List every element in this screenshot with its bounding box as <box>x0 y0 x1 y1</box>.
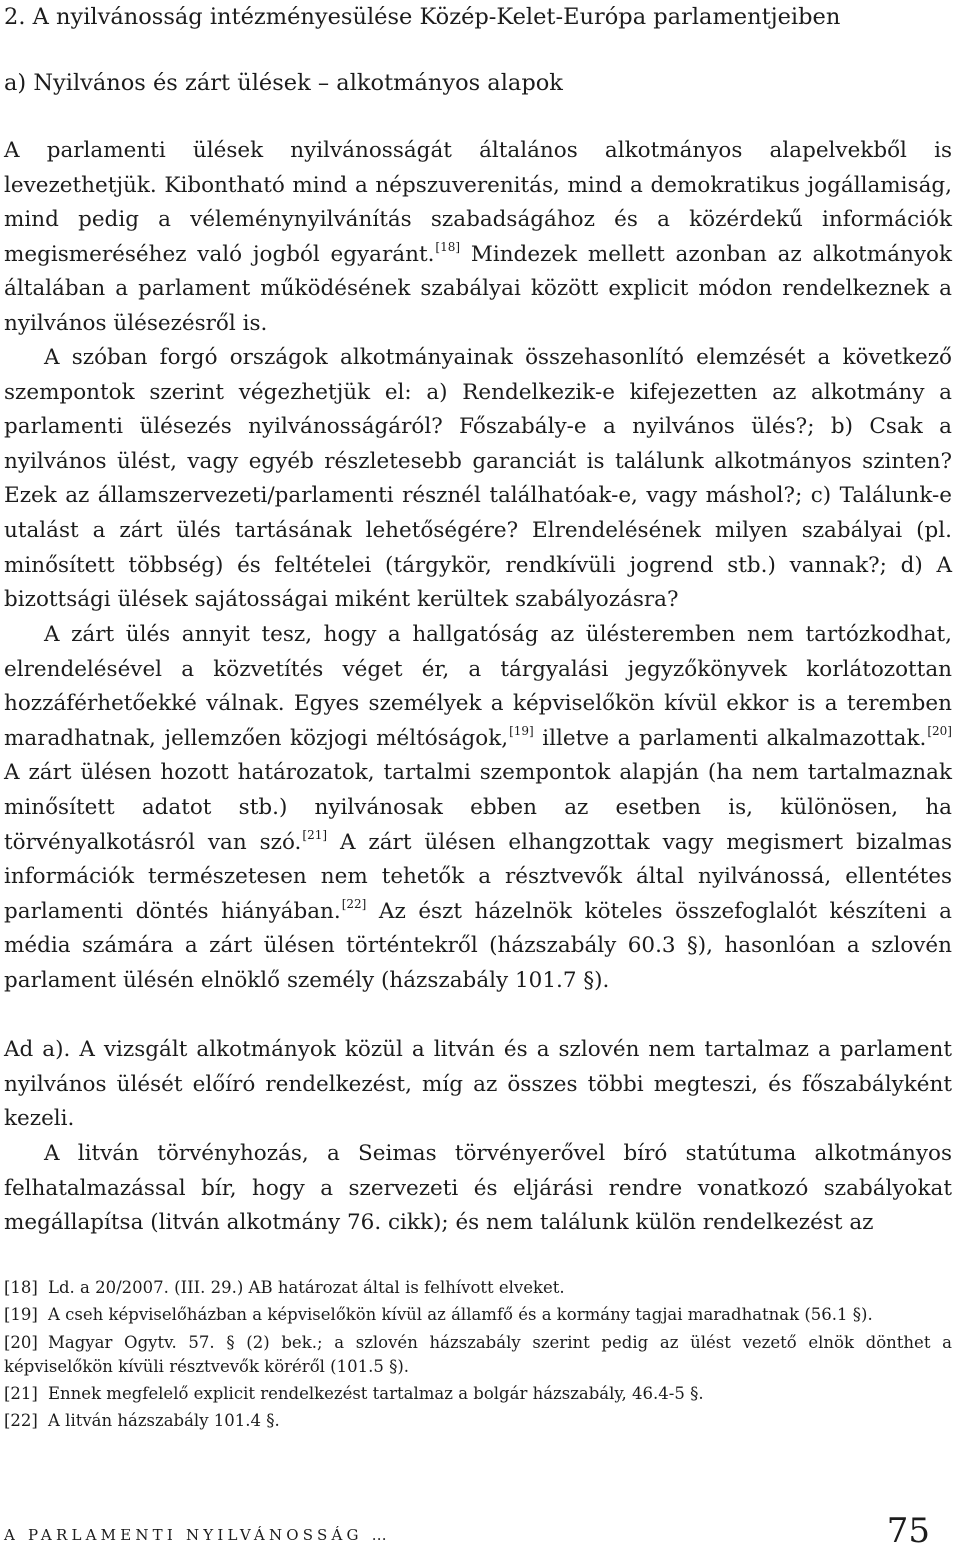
paragraph-1 <box>4 134 952 342</box>
footnote-18 <box>4 1276 952 1300</box>
footnote-ref-18[interactable]: [18] <box>435 239 461 254</box>
footnote-22 <box>4 1409 952 1433</box>
footnote-19 <box>4 1303 952 1327</box>
footnote-ref-22[interactable]: [22] <box>341 896 367 911</box>
running-head: A PARLAMENTI NYILVÁNOSSÁG … <box>4 1526 391 1544</box>
footnote-18-text: Ld. a 20/2007. (III. 29.) AB határozat által is felhívott elveket. <box>48 1278 565 1297</box>
page-number: 75 <box>886 1511 930 1551</box>
footnote-22-ref: [22] <box>4 1411 38 1431</box>
footnote-19-text: A cseh képviselőházban a képviselőkön kívül az államfő és a kormány tagjai maradhatnak (56.1 §). <box>48 1305 873 1325</box>
footnote-20-text: Magyar Ogytv. 57. § (2) bek.; a szlovén házszabály szerint pedig az ülést vezető elnök dönthet a képviselőkön kívüli résztvevők köréről (101.5 §). <box>4 1332 952 1376</box>
footnote-ref-21[interactable]: [21] <box>302 827 328 842</box>
paragraph-1-text-b: Mindezek mellett azonban az alkotmányok általában a parlament működésének szabályai között explicit módon rendelkeznek a nyilvános ülésezésről is. <box>4 241 952 336</box>
footnote-ref-19[interactable]: [19] <box>509 723 534 738</box>
section-heading: 2. A nyilvánosság intézményesülése Közép-Kelet-Európa parlamentjeiben <box>4 4 841 30</box>
footnotes <box>4 1276 952 1437</box>
paragraph-3-text-e: Az észt házelnök köteles összefoglalót készíteni a média számára a zárt ülésen történtekről (házszabály 60.3 §), hasonlóan a szlovén parlament ülésén elnöklő személy (házszabály 101.7 §). <box>4 898 953 993</box>
footnote-20 <box>4 1331 952 1380</box>
footnote-19-ref: [19] <box>4 1305 38 1325</box>
paragraph-1-text-a: A parlamenti ülések nyilvánosságát általános alkotmányos alapelvekből is levezethetjük. Kibontható mind a népszuverenitás, mind a demokratikus jogállamiság, mind pedig a véleménynyilvánítás szabadságához és a közérdekű információk megismeréséhez való jogból egyaránt. <box>4 138 952 267</box>
paragraph-3 <box>4 618 952 999</box>
paragraph-3-text-c: A zárt ülésen hozott határozatok, tartalmi szempontok alapján (ha nem tartalmaznak minősített adatot stb.) nyilvánosak ebben az esetben is, különösen, ha törvényalkotásról van szó. <box>4 760 952 855</box>
footnote-ref-20[interactable]: [20] <box>927 723 952 738</box>
paragraph-3-text-d: A zárt ülésen elhangzottak vagy megismert bizalmas információk természetesen nem tehetők a résztvevők által nyilvánossá, ellentétes parlamenti döntés hiányában. <box>4 829 952 924</box>
footnote-21 <box>4 1382 952 1406</box>
footnote-18-ref: [18] <box>4 1278 38 1297</box>
footnote-21-ref: [21] <box>4 1384 38 1404</box>
footnote-20-ref: [20] <box>4 1332 38 1352</box>
paragraph-3-text-a: A zárt ülés annyit tesz, hogy a hallgatóság az ülésteremben nem tartózkodhat, elrendelésével a közvetítés véget ér, a tárgyalási jegyzőkönyvek korlátozottan hozzáférhetőekké válnak. Egyes személyek a képviselőkön kívül ekkor is a teremben maradhatnak, jellemzően közjogi méltóságok, <box>4 622 952 751</box>
footnote-21-text: Ennek megfelelő explicit rendelkezést tartalmaz a bolgár házszabály, 46.4-5 §. <box>48 1384 704 1404</box>
footnote-22-text: A litván házszabály 101.4 §. <box>48 1411 280 1431</box>
paragraph-3-text-b: illetve a parlamenti alkalmazottak. <box>533 725 927 751</box>
paragraph-4: Ad a). A vizsgált alkotmányok közül a litván és a szlovén nem tartalmaz a parlament nyilvános ülését előíró rendelkezést, míg az összes többi megteszi, és főszabályként kezeli. <box>4 1037 952 1132</box>
paragraph-5: A litván törvényhozás, a Seimas törvényerővel bíró statútuma alkotmányos felhatalmazással bír, hogy a szervezeti és eljárási rendre vonatkozó szabályokat megállapítsa (litván alkotmány 76. cikk); és nem találunk külön rendelkezést az <box>4 1141 952 1236</box>
subsection-heading: a) Nyilvános és zárt ülések – alkotmányos alapok <box>4 70 563 96</box>
paragraph-2: A szóban forgó országok alkotmányainak összehasonlító elemzését a következő szempontok szerint végezhetjük el: a) Rendelkezik-e kifejezetten az alkotmány a parlamenti ülésezés nyilvánosságáról? Főszabály-e a nyilvános ülés?; b) Csak a nyilvános ülést, vagy egyéb részletesebb garanciát is találunk alkotmányos szinten? Ezek az államszervezeti/parlamenti résznél találhatóak-e, vagy máshol?; c) Találunk-e utalást a zárt ülés tartásának lehetőségére? Elrendelésének milyen szabályai (pl. minősített többség) és feltételei (tárgykör, rendkívüli jogrend stb.) vannak?; d) A bizottsági ülések sajátosságai miként kerültek szabályozásra? <box>4 345 952 613</box>
